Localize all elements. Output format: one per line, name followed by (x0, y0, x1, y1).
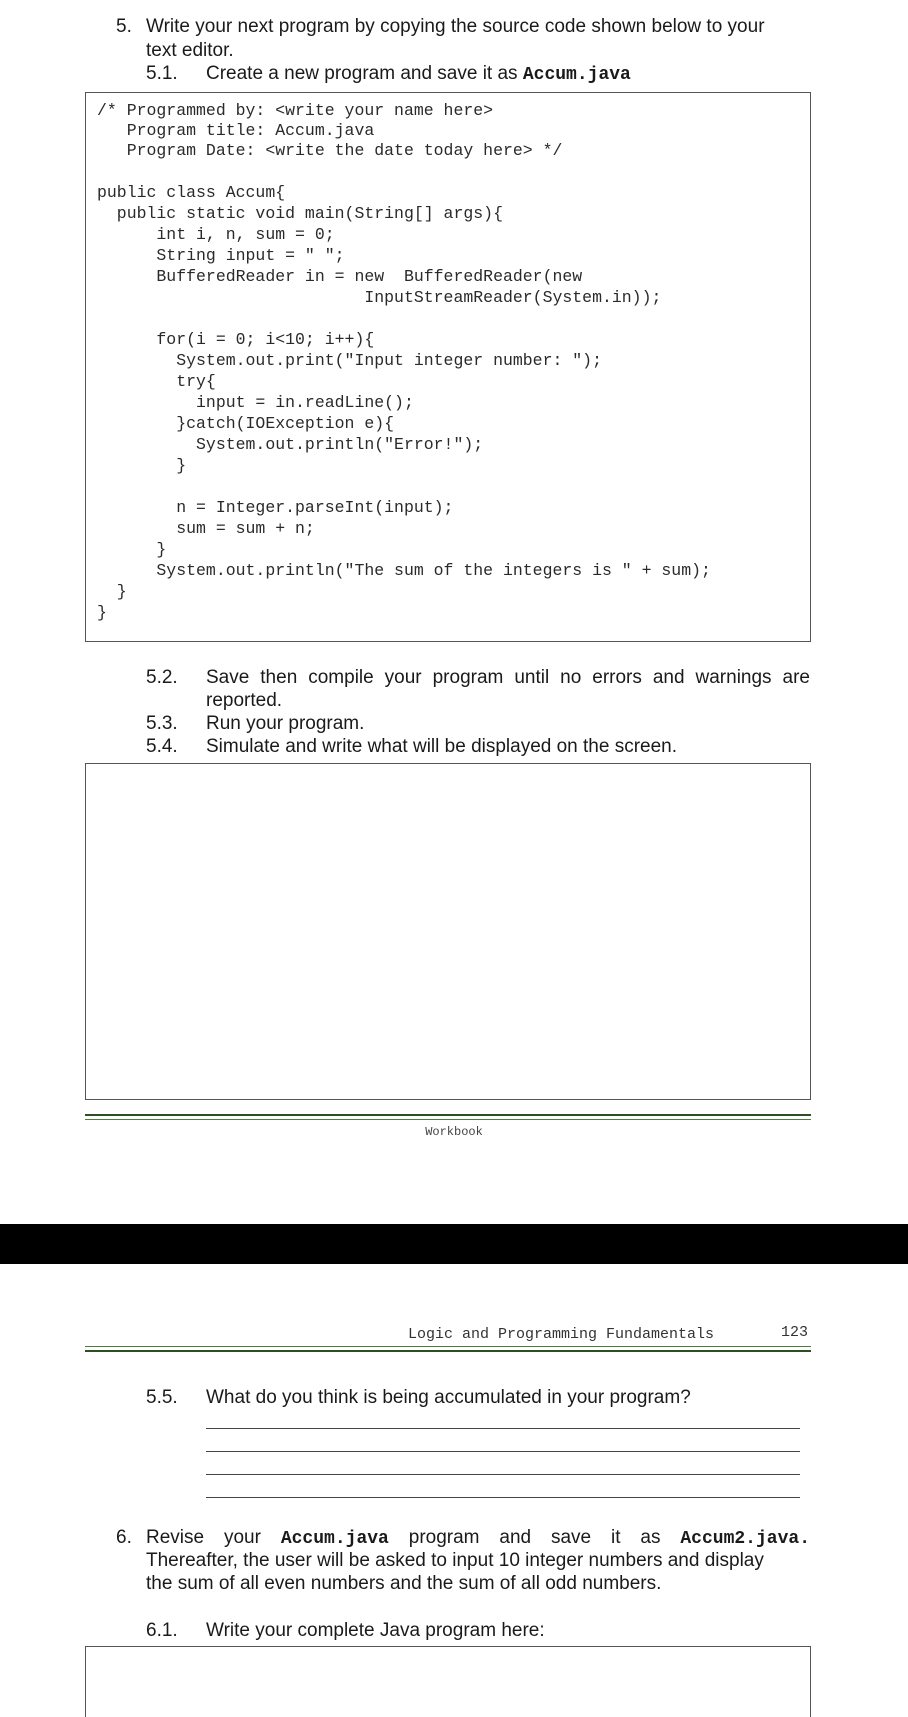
item-6-text-b: program and save it as (388, 1527, 681, 1548)
code-line: System.out.println("Error!"); (97, 435, 484, 454)
item-5-number: 5. (116, 16, 132, 37)
answer-box-program[interactable] (85, 1646, 811, 1717)
item-5-3-number: 5.3. (146, 713, 178, 734)
code-line: try{ (97, 372, 216, 391)
item-6-line3: the sum of all even numbers and the sum of all odd numbers. (146, 1573, 662, 1594)
item-5-2-line2: reported. (206, 690, 283, 711)
code-line: sum = sum + n; (97, 519, 315, 538)
code-line: Program Date: <write the date today here> */ (97, 141, 563, 160)
header-title: Logic and Programming Fundamentals (408, 1326, 715, 1343)
code-line: System.out.print("Input integer number: "); (97, 351, 602, 370)
code-line: n = Integer.parseInt(input); (97, 498, 454, 517)
answer-box-output[interactable] (85, 763, 811, 1100)
page-break (0, 1224, 908, 1264)
item-5-5-number: 5.5. (146, 1387, 178, 1408)
code-line: public class Accum{ (97, 183, 286, 202)
filename-accum: Accum.java (522, 65, 631, 85)
item-6-number: 6. (116, 1527, 132, 1548)
code-line: InputStreamReader(System.in)); (97, 288, 662, 307)
code-line: BufferedReader in = new BufferedReader(new (97, 267, 583, 286)
answer-line[interactable] (206, 1474, 800, 1475)
item-5-2-number: 5.2. (146, 667, 178, 688)
code-line: }catch(IOException e){ (97, 414, 395, 433)
code-line: } (97, 540, 167, 559)
code-line: } (97, 456, 187, 475)
code-line: } (97, 582, 127, 601)
item-6-text-a: Revise your (146, 1527, 281, 1548)
footer-rule (85, 1114, 811, 1116)
code-line: public static void main(String[] args){ (97, 204, 503, 223)
item-6-line1 (146, 1526, 810, 1551)
answer-line[interactable] (206, 1497, 800, 1498)
answer-line[interactable] (206, 1428, 800, 1429)
header-rule (85, 1350, 811, 1352)
footer-rule (85, 1119, 811, 1120)
code-line: /* Programmed by: <write your name here> (97, 101, 494, 120)
filename-accum2: Accum2.java. (680, 1529, 810, 1549)
item-5-2-line1: Save then compile your program until no errors and warnings are (206, 667, 810, 688)
item-5-1-label: Create a new program and save it as (206, 63, 523, 84)
code-line: Program title: Accum.java (97, 121, 375, 140)
code-box (85, 92, 811, 642)
item-5-line2: text editor. (146, 40, 234, 61)
item-6-line2: Thereafter, the user will be asked to input 10 integer numbers and display (146, 1550, 764, 1571)
item-6-1-number: 6.1. (146, 1620, 178, 1641)
item-5-line1: Write your next program by copying the source code shown below to your (146, 16, 765, 37)
page-number: 123 (781, 1324, 809, 1341)
item-5-1-text (206, 62, 631, 87)
footer-label: Workbook (425, 1125, 483, 1139)
item-5-1-number: 5.1. (146, 63, 178, 84)
code-line: input = in.readLine(); (97, 393, 414, 412)
code-line: } (97, 603, 107, 622)
item-5-5-text: What do you think is being accumulated in your program? (206, 1387, 691, 1408)
item-6-1-text: Write your complete Java program here: (206, 1620, 545, 1641)
item-5-4-text: Simulate and write what will be displayed on the screen. (206, 736, 678, 757)
code-line: int i, n, sum = 0; (97, 225, 335, 244)
item-5-3-text: Run your program. (206, 713, 365, 734)
item-5-4-number: 5.4. (146, 736, 178, 757)
code-line: String input = " "; (97, 246, 345, 265)
code-line: for(i = 0; i<10; i++){ (97, 330, 375, 349)
filename-accum: Accum.java (280, 1529, 389, 1549)
header-rule (85, 1346, 811, 1347)
code-line: System.out.println("The sum of the integers is " + sum); (97, 561, 711, 580)
answer-line[interactable] (206, 1451, 800, 1452)
